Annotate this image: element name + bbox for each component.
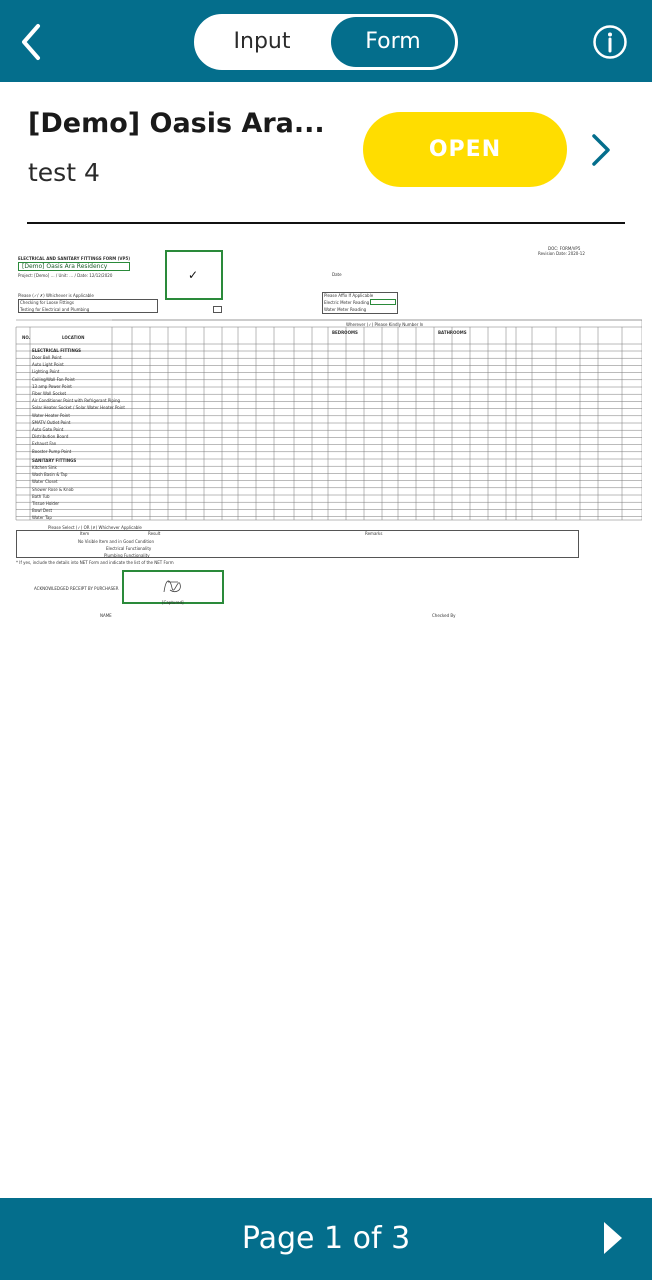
doc-code: DOC: FORM/VP5 [548, 246, 581, 251]
table-row-label: 13 amp Power Point [32, 383, 72, 389]
mode-toggle [194, 14, 458, 70]
fittings-table [10, 236, 642, 636]
table-row-label: Shower Rose & Knob [32, 486, 74, 492]
table-row-label: SMATV Outlet Point [32, 419, 71, 425]
checked-by-label: Checked By [432, 613, 456, 618]
info-button[interactable] [592, 24, 628, 60]
remarks-col-item: Item [80, 531, 90, 536]
form-title: ELECTRICAL AND SANITARY FITTINGS FORM (VP5) [18, 256, 131, 261]
remarks-col-result: Result [148, 531, 161, 536]
table-row-label: Bowl Dest [32, 508, 53, 514]
check-mark: ✓ [188, 268, 199, 282]
next-page-button[interactable] [604, 1220, 622, 1256]
table-row-label: Lighting Point [32, 369, 60, 375]
water-meter: Water Meter Reading [324, 307, 367, 312]
chevron-right-icon [586, 130, 614, 170]
remarks-row: Electrical Functionality [106, 546, 152, 551]
info-circle-icon [592, 24, 628, 60]
table-row-label: Water Closet [32, 479, 58, 485]
bedrooms-header: BEDROOMS [332, 330, 358, 335]
table-row-label: Ceiling/Wall Fan Point [32, 376, 75, 382]
footnote: * If yes, include the details into NET Form and indicate the list of the NET Form [16, 560, 174, 565]
table-row-label: Tissue Holder [32, 501, 60, 506]
page-indicator: Page 1 of 3 [241, 1221, 411, 1256]
remarks-row: No Visible Item and in Good Condition [78, 539, 155, 544]
document-title: [Demo] Oasis Ara... [28, 108, 325, 139]
table-row-label: Kitchen Sink [32, 465, 57, 470]
table-row-label: Solar Heater Socket / Solar Water Heater Point [32, 405, 125, 411]
table-row-label: Distribution Board [32, 434, 69, 440]
section-electrical: ELECTRICAL FITTINGS [32, 348, 81, 353]
remarks-note: Please Select (✓) OR (✗) Whichever Applicable [48, 525, 142, 530]
project-name: [Demo] Oasis Ara Residency [22, 263, 108, 270]
table-row-label: Bath Tub [32, 493, 50, 499]
chevron-left-icon [14, 20, 50, 64]
table-row-label: Door Bell Point [32, 355, 62, 360]
play-right-icon [604, 1220, 622, 1256]
next-document-button[interactable] [586, 130, 614, 170]
acknowledged-label: ACKNOWLEDGED RECEIPT BY PURCHASER [34, 586, 119, 591]
table-row-label: Wash Basin & Tap [32, 472, 68, 478]
date-label: Date [332, 272, 342, 277]
bathrooms-header: BATHROOMS [438, 330, 467, 335]
remarks-row: Plumbing Functionality [104, 553, 150, 558]
table-row-label: Auto Light Point [32, 362, 64, 368]
top-bar [0, 0, 652, 82]
table-row-label: Water Heater Point [32, 412, 70, 418]
col-no: NO. [22, 335, 31, 340]
table-row-label: Air Conditioner Point with Refrigerant Piping [32, 398, 121, 404]
bottom-bar [0, 1198, 652, 1280]
table-row-label: Booster Pump Point [32, 448, 72, 454]
checks-right-heading: Please Affix If Applicable [324, 293, 374, 298]
check-electrical: Testing for Electrical and Plumbing [20, 307, 90, 312]
revision-date: Revision Date: 2020-12 [538, 251, 585, 256]
remarks-col-remarks: Remarks [365, 531, 383, 536]
check-loose: Checking for Loose Fittings [20, 300, 74, 305]
name-label: NAME [100, 613, 112, 618]
signature-caption: [Captured] [162, 600, 184, 605]
form-meta: Project: [Demo] … / Unit: … / Date: 12/12/2020 [18, 273, 113, 278]
checks-left-heading: Please (✓/ ✗) Whichever is Applicable [18, 293, 94, 298]
document-subtitle: test 4 [28, 158, 100, 187]
electric-meter: Electric Meter Reading [324, 300, 370, 305]
section-sanitary: SANITARY FITTINGS [32, 458, 77, 463]
col-location: LOCATION [62, 335, 85, 340]
header-divider [27, 222, 625, 224]
open-status-button[interactable]: OPEN [363, 112, 567, 187]
signature-scribble [158, 574, 188, 598]
tab-form[interactable]: Form [331, 17, 455, 67]
table-row-label: Exhaust Fan [32, 441, 57, 447]
back-button[interactable] [14, 20, 50, 64]
table-row-label: Auto Gate Point [32, 427, 64, 432]
remarks-box [16, 530, 579, 558]
table-row-label: Water Tap [32, 515, 52, 521]
tab-input[interactable]: Input [233, 29, 291, 54]
table-row-label: Fiber Wall Socket [32, 391, 67, 396]
form-preview[interactable] [10, 236, 642, 636]
group-header: Wherever (✓) Please Kindly Number In [346, 322, 424, 327]
